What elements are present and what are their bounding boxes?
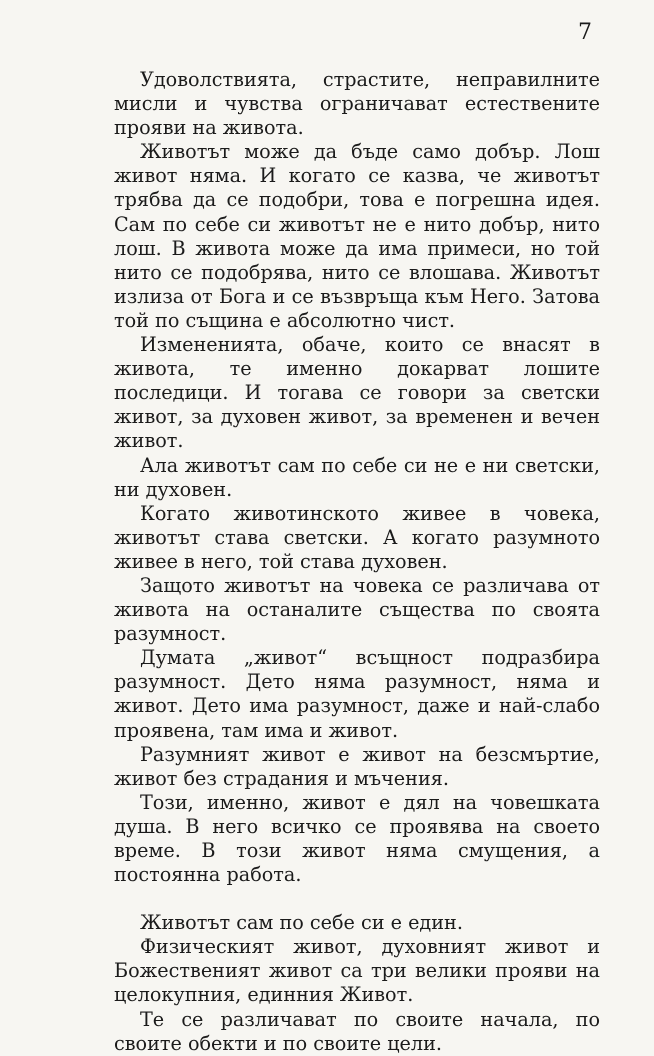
- paragraph: Защото животът на човека се различава от живота на останалите същества по своята разумност.: [114, 573, 600, 646]
- paragraph: Измененията, обаче, които се внасят в живота, те именно докарват лошите последици. И тогава се говори за светски живот, за духовен живот, за временен и вечен живот.: [114, 333, 600, 453]
- body-text: [114, 68, 600, 1056]
- paragraph: Ала животът сам по себе си не е ни светски, ни духовен.: [114, 453, 600, 501]
- paragraph: Животът сам по себе си е един.: [140, 911, 463, 935]
- paragraph: Удоволствията, страстите, неправилните мисли и чувства ограничават естествените прояви на живота.: [114, 68, 600, 140]
- paragraph: Те се различават по своите начала, по своите обекти и по своите цели.: [114, 1007, 600, 1055]
- paragraph: Думата „живот“ всъщност подразбира разумност. Дето няма разумност, няма и живот. Дето има разумност, даже и най-слабо проявена, там има и живот.: [114, 646, 600, 742]
- paragraph: Физическият живот, духовният живот и Божественият живот са три велики прояви на целокупния, единния Живот.: [114, 935, 600, 1007]
- section-gap: [114, 887, 600, 911]
- paragraph: Този, именно, живот е дял на човешката душа. В него всичко се проявява на своето време. В този живот няма смущения, а постоянна работа.: [114, 790, 600, 887]
- paragraph: Животът може да бъде само добър. Лош живот няма. И когато се казва, че животът трябва да се подобри, това е погрешна идея. Сам по себе си животът не е нито добър, нито лош. В живота може да има примеси, но той нито се подобрява, нито се влошава. Животът излиза от Бога и се възвръща към Него. Затова той по същина е абсолютно чист.: [114, 140, 600, 332]
- paragraph: Когато животинското живее в човека, животът става светски. А когато разумното живее в него, той става духовен.: [114, 501, 600, 573]
- paragraph: Разумният живот е живот на безсмъртие, живот без страдания и мъчения.: [114, 742, 600, 790]
- page-number: 7: [578, 20, 592, 45]
